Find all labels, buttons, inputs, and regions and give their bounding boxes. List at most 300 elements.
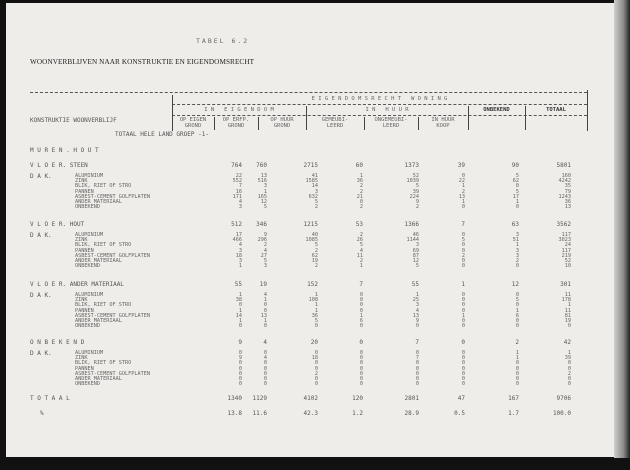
dak-row-value: 3 bbox=[515, 252, 519, 259]
dak-row-value: 51 bbox=[512, 237, 519, 244]
material-label: ONBEKEND bbox=[75, 263, 100, 270]
dak-row-value: 0 bbox=[359, 297, 363, 304]
dak-row-value: 0 bbox=[515, 204, 519, 211]
dak-row-value: 26 bbox=[356, 237, 363, 244]
dak-row-value: 62 bbox=[311, 252, 318, 259]
material-label: ALUMINIUM bbox=[75, 232, 104, 238]
dak-row-value: 11 bbox=[564, 292, 571, 298]
header-top-rule bbox=[30, 92, 587, 93]
dak-row-value: 1 bbox=[515, 350, 519, 356]
dak-row-value: 1 bbox=[359, 312, 363, 319]
vloer-row-value: 152 bbox=[307, 281, 318, 288]
dak-row-value: 4 bbox=[238, 242, 242, 249]
dak-row-value: 0 bbox=[461, 370, 465, 377]
vloer-row-value: 39 bbox=[457, 162, 465, 169]
vloer-row-value: 4 bbox=[263, 339, 267, 346]
dak-row-value: 171 bbox=[232, 193, 242, 200]
dak-row-value: 0 bbox=[461, 173, 465, 179]
dak-row-value: 36 bbox=[356, 178, 363, 185]
dak-row-value: 3 bbox=[238, 247, 242, 254]
vloer-row-value: 512 bbox=[231, 221, 242, 228]
dak-row-value: 1 bbox=[567, 350, 571, 356]
dak-row-value: 41 bbox=[311, 173, 318, 179]
dak-row-value: 6 bbox=[359, 318, 363, 324]
dak-row-value: 5 bbox=[314, 199, 318, 205]
dak-row-value: 13 bbox=[564, 204, 571, 211]
dak-row-value: 552 bbox=[232, 178, 242, 185]
vloer-row-value: 5801 bbox=[556, 162, 571, 169]
dak-row-value: 27 bbox=[260, 252, 267, 259]
percent-value: 13.8 bbox=[227, 410, 242, 417]
dak-row-value: 0 bbox=[567, 381, 571, 388]
dak-row-value: 0 bbox=[263, 323, 267, 330]
dak-row-value: 39 bbox=[412, 188, 419, 195]
dak-row-value: 3023 bbox=[558, 237, 571, 244]
dak-row-value: 3 bbox=[415, 302, 419, 309]
header-right-bar bbox=[587, 90, 588, 131]
material-label: ALUMINIUM bbox=[75, 292, 104, 298]
dak-row-value: 0 bbox=[314, 323, 318, 330]
dak-row-value: 0 bbox=[515, 360, 519, 367]
dak-row-value: 0 bbox=[461, 307, 465, 314]
dak-label: D A K. bbox=[30, 173, 52, 180]
dak-row-value: 0 bbox=[461, 365, 465, 372]
dak-row-value: 0 bbox=[314, 350, 318, 356]
scanned-page bbox=[6, 3, 614, 457]
dak-row-value: 0 bbox=[238, 360, 242, 367]
totaal-label: T O T A A L bbox=[30, 395, 70, 402]
percent-value: 100.0 bbox=[552, 410, 571, 417]
dak-row-value: 0 bbox=[461, 297, 465, 304]
dak-row-value: 0 bbox=[415, 350, 419, 356]
dak-row-value: 1 bbox=[359, 263, 363, 270]
dak-row-value: 0 bbox=[359, 307, 363, 314]
material-label: ALUMINIUM bbox=[75, 173, 104, 179]
dak-row-value: 9 bbox=[415, 199, 419, 205]
dak-row-value: 38 bbox=[235, 297, 242, 304]
dak-row-value: 1 bbox=[461, 312, 465, 319]
dak-row-value: 1039 bbox=[406, 178, 419, 185]
group-label: TOTAAL HELE LAND GROEP -1- bbox=[115, 131, 209, 138]
dak-row-value: 1 bbox=[238, 263, 242, 270]
dak-row-value: 4 bbox=[238, 199, 242, 205]
dak-row-value: 1 bbox=[263, 297, 267, 304]
dak-row-value: 0 bbox=[263, 365, 267, 372]
dak-row-value: 117 bbox=[561, 232, 571, 238]
header-totaal: TOTAAL bbox=[546, 107, 566, 113]
dak-row-value: 0 bbox=[461, 204, 465, 211]
dak-row-value: 4 bbox=[263, 292, 267, 298]
header-op-huur-grond: OP HUUR GROND bbox=[270, 117, 294, 129]
dak-row-value: 39 bbox=[564, 355, 571, 362]
row-header-label: KONSTRUKTIE WOONVERBLIJF bbox=[30, 117, 117, 124]
material-label: PANNEN bbox=[75, 365, 94, 372]
dak-row-value: 4 bbox=[415, 307, 419, 314]
dak-row-value: 2 bbox=[515, 258, 519, 264]
material-label: ASBEST-CEMENT GOLFPLATEN bbox=[75, 193, 150, 200]
material-label: PANNEN bbox=[75, 247, 94, 254]
dak-row-value: 4242 bbox=[558, 178, 571, 185]
dak-row-value: 5 bbox=[263, 204, 267, 211]
totaal-value: 47 bbox=[457, 395, 465, 402]
dak-row-value: 0 bbox=[567, 376, 571, 382]
scan-edge-shadow bbox=[614, 0, 630, 458]
dak-row-value: 2 bbox=[314, 263, 318, 270]
dak-row-value: 0 bbox=[515, 183, 519, 190]
vloer-row-value: 63 bbox=[511, 221, 519, 228]
dak-row-value: 2 bbox=[359, 232, 363, 238]
material-label: ANDER MATERIAAL bbox=[75, 258, 122, 264]
vloer-row-value: 1 bbox=[461, 281, 465, 288]
vloer-row-value: 301 bbox=[560, 281, 571, 288]
dak-row-value: 13 bbox=[412, 312, 419, 319]
vloer-row-value: 346 bbox=[256, 221, 267, 228]
dak-row-value: 11 bbox=[564, 307, 571, 314]
header-rule-2 bbox=[172, 104, 587, 105]
totaal-value: 1340 bbox=[227, 395, 242, 402]
material-label: PANNEN bbox=[75, 307, 94, 314]
dak-row-value: 1 bbox=[238, 307, 242, 314]
vloer-row-value: 1366 bbox=[404, 221, 419, 228]
dak-row-value: 19 bbox=[311, 258, 318, 264]
dak-row-value: 14 bbox=[311, 183, 318, 190]
dak-row-value: 14 bbox=[235, 312, 242, 319]
dak-row-value: 0 bbox=[359, 323, 363, 330]
dak-row-value: 22 bbox=[458, 178, 465, 185]
dak-row-value: 1 bbox=[515, 199, 519, 205]
dak-row-value: 5 bbox=[515, 173, 519, 179]
vloer-row-value: 19 bbox=[259, 281, 267, 288]
dak-row-value: 5 bbox=[263, 258, 267, 264]
dak-row-value: 1243 bbox=[558, 193, 571, 200]
header-ongemeubileerd: ONGEMEUBI- LEERD bbox=[374, 117, 408, 129]
dak-row-value: 1 bbox=[314, 307, 318, 314]
dak-row-value: 0 bbox=[263, 360, 267, 367]
dak-row-value: 2 bbox=[314, 370, 318, 377]
material-label: ONBEKEND bbox=[75, 204, 100, 211]
dak-row-value: 0 bbox=[567, 323, 571, 330]
material-label: ASBEST-CEMENT GOLFPLATEN bbox=[75, 252, 150, 259]
dak-row-value: 4 bbox=[263, 247, 267, 254]
dak-row-value: 19 bbox=[564, 318, 571, 324]
header-in-eigendom: I N E I G E N D O M bbox=[204, 107, 274, 113]
dak-row-value: 0 bbox=[314, 376, 318, 382]
dak-row-value: 0 bbox=[263, 307, 267, 314]
dak-row-value: 2 bbox=[567, 370, 571, 377]
dak-row-value: 0 bbox=[515, 302, 519, 309]
material-label: ANDER MATERIAAL bbox=[75, 318, 122, 324]
dak-row-value: 0 bbox=[238, 350, 242, 356]
dak-row-value: 0 bbox=[415, 360, 419, 367]
dak-row-value: 17 bbox=[512, 193, 519, 200]
dak-row-value: 0 bbox=[515, 370, 519, 377]
dak-row-value: 22 bbox=[235, 173, 242, 179]
dak-row-value: 0 bbox=[515, 263, 519, 270]
material-label: ALUMINIUM bbox=[75, 350, 104, 356]
dak-row-value: 2 bbox=[359, 258, 363, 264]
dak-row-value: 3 bbox=[238, 258, 242, 264]
dak-row-value: 0 bbox=[415, 365, 419, 372]
dak-row-value: 1585 bbox=[305, 178, 318, 185]
dak-row-value: 0 bbox=[415, 381, 419, 388]
dak-row-value: 18 bbox=[235, 252, 242, 259]
dak-row-value: 1 bbox=[461, 199, 465, 205]
dak-row-value: 13 bbox=[260, 312, 267, 319]
material-label: ANDER MATERIAAL bbox=[75, 376, 122, 382]
dak-row-value: 0 bbox=[314, 365, 318, 372]
dak-row-value: 0 bbox=[461, 360, 465, 367]
material-label: BLIK, RIET OF STRO bbox=[75, 302, 132, 309]
totaal-value: 2801 bbox=[404, 395, 419, 402]
dak-row-value: 0 bbox=[567, 360, 571, 367]
vloer-row-value: 764 bbox=[231, 162, 242, 169]
material-label: BLIK, RIET OF STRO bbox=[75, 183, 132, 190]
dak-row-value: 0 bbox=[359, 355, 363, 362]
table-number: TABEL 6.2 bbox=[196, 37, 250, 45]
dak-row-value: 5 bbox=[314, 242, 318, 249]
dak-row-value: 1 bbox=[515, 242, 519, 249]
dak-row-value: 1 bbox=[238, 292, 242, 298]
dak-label: D A K. bbox=[30, 292, 52, 299]
dak-row-value: 1 bbox=[461, 183, 465, 190]
dak-row-value: 87 bbox=[412, 252, 419, 259]
dak-row-value: 0 bbox=[461, 263, 465, 270]
dak-row-value: 13 bbox=[260, 173, 267, 179]
dak-row-value: 3 bbox=[515, 247, 519, 254]
header-eigendomsrecht-woning: E I G E N D O M S R E C H T W O N I N G bbox=[311, 96, 448, 102]
percent-value: 42.3 bbox=[303, 410, 318, 417]
dak-row-value: 9 bbox=[238, 355, 242, 362]
header-in-huur-koop: IN HUUR KOOP bbox=[431, 117, 455, 129]
dak-row-value: 0 bbox=[238, 376, 242, 382]
dak-row-value: 0 bbox=[314, 381, 318, 388]
percent-value: 1.2 bbox=[352, 410, 363, 417]
dak-row-value: 0 bbox=[263, 350, 267, 356]
dak-row-value: 3 bbox=[238, 204, 242, 211]
dak-row-value: 0 bbox=[461, 247, 465, 254]
dak-row-value: 81 bbox=[564, 312, 571, 319]
header-gemeubileerd: GEMEUBI- LEERD bbox=[321, 117, 349, 129]
dak-row-value: 632 bbox=[308, 193, 318, 200]
dak-row-value: 1 bbox=[515, 355, 519, 362]
dak-row-value: 1 bbox=[314, 302, 318, 309]
dak-row-value: 1 bbox=[314, 292, 318, 298]
dak-row-value: 5 bbox=[515, 297, 519, 304]
dak-row-value: 0 bbox=[461, 381, 465, 388]
dak-row-value: 0 bbox=[359, 302, 363, 309]
dak-row-value: 9 bbox=[263, 232, 267, 238]
percent-value: 11.6 bbox=[252, 410, 267, 417]
material-label: ONBEKEND bbox=[75, 323, 100, 330]
vloer-row-value: 20 bbox=[310, 339, 318, 346]
dak-row-value: 12 bbox=[260, 199, 267, 205]
vloer-row-label: V L O E R. STEEN bbox=[30, 162, 88, 169]
dak-row-value: 108 bbox=[308, 297, 318, 304]
dak-row-value: 35 bbox=[564, 183, 571, 190]
dak-row-value: 1144 bbox=[406, 237, 419, 244]
dak-row-value: 2 bbox=[461, 188, 465, 195]
dak-row-value: 4 bbox=[359, 247, 363, 254]
material-label: ZINK bbox=[75, 237, 88, 244]
dak-row-value: 1 bbox=[415, 292, 419, 298]
dak-row-value: 0 bbox=[238, 323, 242, 330]
vloer-row-value: 2715 bbox=[303, 162, 318, 169]
dak-row-value: 0 bbox=[263, 302, 267, 309]
dak-row-value: 0 bbox=[515, 318, 519, 324]
dak-row-value: 466 bbox=[232, 237, 242, 244]
dak-row-value: 3 bbox=[314, 188, 318, 195]
dak-row-value: 10 bbox=[564, 263, 571, 270]
dak-row-value: 178 bbox=[561, 297, 571, 304]
dak-row-value: 1 bbox=[515, 307, 519, 314]
dak-row-value: 296 bbox=[257, 237, 267, 244]
dak-row-value: 0 bbox=[461, 376, 465, 382]
dak-row-value: 36 bbox=[564, 199, 571, 205]
dak-row-value: 0 bbox=[461, 355, 465, 362]
dak-row-value: 0 bbox=[415, 376, 419, 382]
dak-row-value: 1 bbox=[238, 318, 242, 324]
vloer-row-value: 7 bbox=[415, 339, 419, 346]
dak-row-value: 0 bbox=[461, 232, 465, 238]
vloer-row-value: 42 bbox=[563, 339, 571, 346]
dak-row-value: 0 bbox=[359, 370, 363, 377]
totaal-value: 120 bbox=[352, 395, 363, 402]
material-label: PANNEN bbox=[75, 188, 94, 195]
dak-row-value: 36 bbox=[311, 312, 318, 319]
material-label: ZINK bbox=[75, 355, 88, 362]
dak-label: D A K. bbox=[30, 232, 52, 239]
totaal-value: 167 bbox=[508, 395, 519, 402]
dak-row-value: 52 bbox=[412, 173, 419, 179]
dak-row-value: 0 bbox=[238, 370, 242, 377]
vloer-row-value: 0 bbox=[461, 339, 465, 346]
dak-row-value: 2 bbox=[314, 247, 318, 254]
dak-row-value: 25 bbox=[412, 297, 419, 304]
vloer-row-value: 12 bbox=[511, 281, 519, 288]
dak-row-value: 21 bbox=[356, 193, 363, 200]
dak-row-value: 5 bbox=[515, 188, 519, 195]
dak-row-value: 165 bbox=[257, 193, 267, 200]
dak-row-value: 0 bbox=[515, 376, 519, 382]
material-label: ANDER MATERIAAL bbox=[75, 199, 122, 205]
header-op-eigen-grond: OP EIGEN GROND bbox=[179, 117, 207, 129]
material-label: ZINK bbox=[75, 297, 88, 304]
dak-row-value: 0 bbox=[238, 381, 242, 388]
dak-row-value: 52 bbox=[564, 258, 571, 264]
dak-row-value: 2 bbox=[359, 183, 363, 190]
percent-value: 1.7 bbox=[508, 410, 519, 417]
dak-row-value: 1 bbox=[263, 318, 267, 324]
dak-row-value: 11 bbox=[356, 252, 363, 259]
dak-row-value: 0 bbox=[461, 258, 465, 264]
dak-row-value: 0 bbox=[238, 365, 242, 372]
dak-row-value: 5 bbox=[461, 237, 465, 244]
material-label: ASBEST-CEMENT GOLFPLATEN bbox=[75, 312, 150, 319]
totaal-value: 1129 bbox=[252, 395, 267, 402]
dak-row-value: 1 bbox=[263, 188, 267, 195]
dak-row-value: 62 bbox=[512, 178, 519, 185]
percent-value: 0.5 bbox=[454, 410, 465, 417]
material-label: BLIK, RIET OF STRO bbox=[75, 242, 132, 249]
dak-row-value: 7 bbox=[238, 183, 242, 190]
dak-row-value: 3 bbox=[415, 242, 419, 249]
vloer-row-label: O N B E K E N D bbox=[30, 339, 85, 346]
dak-row-value: 224 bbox=[409, 193, 419, 200]
dak-row-value: 2 bbox=[314, 204, 318, 211]
dak-row-value: 0 bbox=[515, 323, 519, 330]
vloer-row-value: 0 bbox=[359, 339, 363, 346]
vloer-row-label: V L O E R. ANDER MATERIAAL bbox=[30, 281, 124, 288]
dak-row-value: 0 bbox=[515, 381, 519, 388]
dak-row-value: 5 bbox=[415, 263, 419, 270]
page-title: WOONVERBLIJVEN NAAR KONSTRUKTIE EN EIGENDOMSRECHT bbox=[30, 58, 255, 66]
dak-row-value: 0 bbox=[359, 381, 363, 388]
vloer-row-value: 760 bbox=[256, 162, 267, 169]
vloer-row-value: 90 bbox=[511, 162, 519, 169]
vloer-row-value: 1215 bbox=[303, 221, 318, 228]
dak-row-value: 5 bbox=[415, 183, 419, 190]
dak-row-value: 13 bbox=[458, 193, 465, 200]
dak-row-value: 2 bbox=[415, 204, 419, 211]
dak-row-value: 2 bbox=[359, 188, 363, 195]
dak-row-value: 0 bbox=[359, 292, 363, 298]
header-op-erfp-grond: OP ERFP. GROND bbox=[222, 117, 250, 129]
vloer-row-value: 7 bbox=[359, 281, 363, 288]
material-label: ZINK bbox=[75, 178, 88, 185]
dak-row-value: 46 bbox=[412, 232, 419, 238]
dak-row-value: 18 bbox=[311, 355, 318, 362]
dak-row-value: 0 bbox=[359, 360, 363, 367]
dak-row-value: 2 bbox=[263, 242, 267, 249]
dak-row-value: 219 bbox=[561, 252, 571, 259]
header-onbekend: ONBEKEND bbox=[483, 107, 510, 113]
dak-row-value: 12 bbox=[412, 258, 419, 264]
dak-row-value: 117 bbox=[561, 247, 571, 254]
dak-row-value: 0 bbox=[461, 318, 465, 324]
dak-row-value: 17 bbox=[235, 232, 242, 238]
dak-row-value: 79 bbox=[564, 188, 571, 195]
vloer-row-value: 60 bbox=[355, 162, 363, 169]
dak-row-value: 4 bbox=[263, 355, 267, 362]
dak-row-value: 0 bbox=[263, 376, 267, 382]
dak-row-value: 5 bbox=[359, 242, 363, 249]
dak-row-value: 160 bbox=[561, 173, 571, 179]
dak-row-value: 2 bbox=[461, 252, 465, 259]
material-label: BLIK, RIET OF STRO bbox=[75, 360, 132, 367]
dak-label: D A K. bbox=[30, 350, 52, 357]
vloer-row-label: V L O E R. HOUT bbox=[30, 221, 85, 228]
vloer-row-value: 9 bbox=[238, 339, 242, 346]
vloer-row-value: 7 bbox=[461, 221, 465, 228]
dak-row-value: 0 bbox=[359, 350, 363, 356]
dak-row-value: 24 bbox=[564, 242, 571, 249]
dak-row-value: 6 bbox=[515, 312, 519, 319]
dak-row-value: 0 bbox=[567, 365, 571, 372]
dak-row-value: 3 bbox=[263, 183, 267, 190]
dak-row-value: 0 bbox=[263, 381, 267, 388]
dak-row-value: 0 bbox=[359, 376, 363, 382]
dak-row-value: 2 bbox=[359, 204, 363, 211]
dak-row-value: 0 bbox=[461, 350, 465, 356]
vloer-row-value: 55 bbox=[411, 281, 419, 288]
dak-row-value: 0 bbox=[515, 365, 519, 372]
dak-row-value: 0 bbox=[314, 360, 318, 367]
vloer-row-value: 53 bbox=[355, 221, 363, 228]
dak-row-value: 516 bbox=[257, 178, 267, 185]
vloer-row-value: 1373 bbox=[404, 162, 419, 169]
dak-row-value: 0 bbox=[263, 370, 267, 377]
material-label: ONBEKEND bbox=[75, 381, 100, 388]
